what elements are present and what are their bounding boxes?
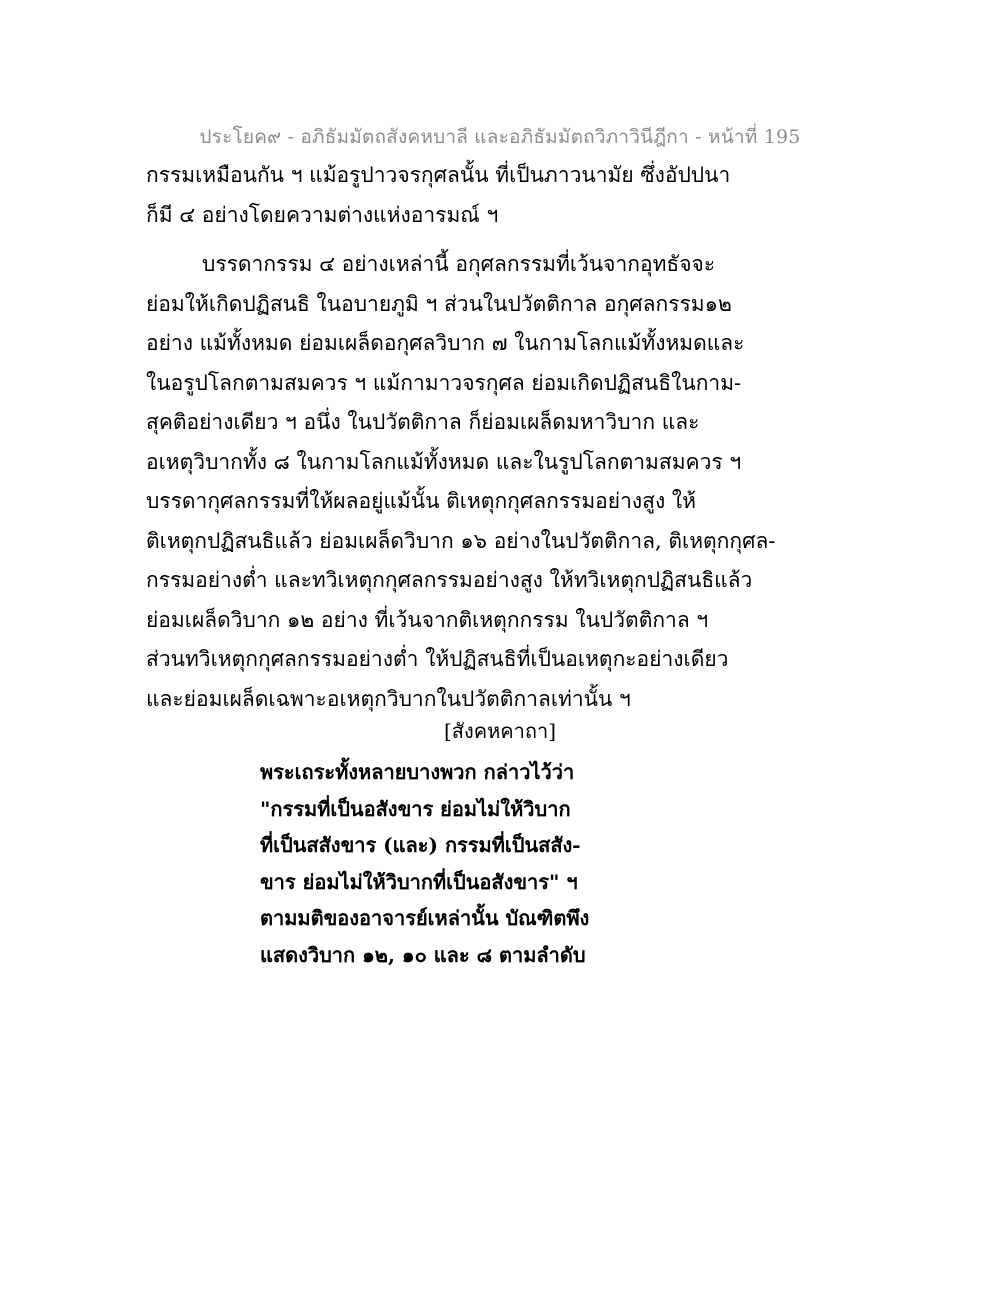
paragraph-line: ก็มี ๔ อย่างโดยความต่างแห่งอารมณ์ ฯ (146, 202, 499, 227)
verse-line: ตามมติของอาจารย์เหล่านั้น บัณฑิตพึง (260, 906, 590, 930)
running-header: ประโยค๙ - อภิธัมมัตถสังคหบาลี และอภิธัมมัตถวิภาวินีฎีกา - หน้าที่ 195 (199, 126, 801, 148)
verse-line: แสดงวิบาก ๑๒, ๑๐ และ ๘ ตามลำดับ (260, 942, 586, 967)
verse-line: "กรรมที่เป็นอสังขาร ย่อมไม่ให้วิบาก (260, 796, 571, 821)
verse-heading: [สังคหคาถา] (443, 719, 557, 743)
verse-line: ที่เป็นสสังขาร (และ) กรรมที่เป็นสสัง- (260, 833, 581, 857)
paragraph-line: บรรดากุศลกรรมที่ให้ผลอยู่แม้นั้น ติเหตุกกุศลกรรมอย่างสูง ให้ (146, 489, 696, 513)
verse-line: ขาร ย่อมไม่ให้วิบากที่เป็นอสังขาร" ฯ (260, 869, 578, 894)
paragraph-line: ย่อมเผล็ดวิบาก ๑๒ อย่าง ที่เว้นจากติเหตุกกรรม ในปวัตติกาล ฯ (146, 607, 709, 632)
paragraph-line: กรรมเหมือนกัน ฯ แม้อรูปาวจรกุศลนั้น ที่เป็นภาวนามัย ซึ่งอัปปนา (146, 163, 731, 187)
verse-line: พระเถระทั้งหลายบางพวก กล่าวไว้ว่า (260, 760, 575, 784)
paragraph-line: สุคติอย่างเดียว ฯ อนึ่ง ในปวัตติกาล ก็ย่อมเผล็ดมหาวิบาก และ (146, 410, 700, 434)
paragraph-line: ส่วนทวิเหตุกกุศลกรรมอย่างต่ำ ให้ปฏิสนธิที่เป็นอเหตุกะอย่างเดียว (146, 647, 729, 671)
verse-block (260, 754, 700, 973)
paragraph-line: อย่าง แม้ทั้งหมด ย่อมเผล็ดอกุศลวิบาก ๗ ในกามโลกแม้ทั้งหมดและ (146, 331, 745, 355)
paragraph-line: บรรดากรรม ๔ อย่างเหล่านี้ อกุศลกรรมที่เว้นจากอุทธัจจะ (202, 252, 716, 276)
paragraph-line: อเหตุวิบากทั้ง ๘ ในกามโลกแม้ทั้งหมด และในรูปโลกตามสมควร ฯ (146, 449, 742, 474)
body-text (146, 156, 866, 719)
paragraph-line: กรรมอย่างต่ำ และทวิเหตุกกุศลกรรมอย่างสูง ให้ทวิเหตุกปฏิสนธิแล้ว (146, 568, 753, 592)
paragraph-line: ย่อมให้เกิดปฏิสนธิ ในอบายภูมิ ฯ ส่วนในปวัตติกาล อกุศลกรรม๑๒ (146, 291, 732, 316)
paragraph-gap (146, 235, 866, 245)
paragraph-line: และย่อมเผล็ดเฉพาะอเหตุกวิบากในปวัตติกาลเท่านั้น ฯ (146, 686, 631, 711)
paragraph-line: ติเหตุกปฏิสนธิแล้ว ย่อมเผล็ดวิบาก ๑๖ อย่างในปวัตติกาล, ติเหตุกกุศล- (146, 528, 776, 553)
paragraph-line: ในอรูปโลกตามสมควร ฯ แม้กามาวจรกุศล ย่อมเกิดปฏิสนธิในกาม- (146, 370, 742, 395)
